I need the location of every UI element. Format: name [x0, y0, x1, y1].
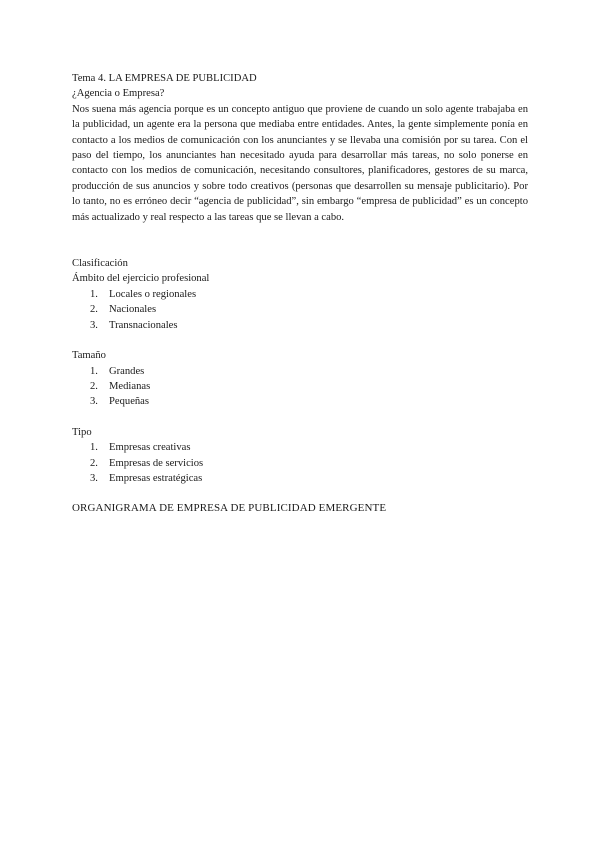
list-number: 1. — [90, 442, 98, 454]
list-number: 2. — [90, 457, 98, 469]
list-text: Empresas creativas — [109, 442, 191, 454]
list-number: 1. — [90, 365, 98, 377]
list-item — [72, 287, 528, 302]
list-text: Transnacionales — [109, 319, 178, 331]
list-item — [72, 318, 528, 333]
list-text: Empresas estratégicas — [109, 472, 203, 484]
ambito-list — [72, 287, 528, 333]
list-text: Grandes — [109, 365, 145, 377]
list-number: 2. — [90, 380, 98, 392]
list-number: 3. — [90, 319, 98, 331]
intro-paragraph: Nos suena más agencia porque es un concepto antiguo que proviene de cuando un solo agente trabajaba en la publicidad, un agente era la persona que mediaba entre entidades. Antes, la gente simplemente ponía en contacto a los medios de comunicación con los anunciantes y se llevaba una comisión por su tarea. Con el paso del tiempo, los anunciantes han necesitado ayuda para desarrollar más tareas, no solo ponerse en contacto con los medios de comunicación, necesitando consultores, planificadores, gestores de su marca, producción de sus anuncios y sobre todo creativos (personas que desarrollen su mensaje publicitario). Por lo tanto, no es erróneo decir “agencia de publicidad”, sin embargo “empresa de publicidad” es un concepto más actualizado y real respecto a las tareas que se llevan a cabo. — [72, 103, 528, 223]
list-item — [72, 471, 528, 486]
list-item — [72, 456, 528, 471]
document-subtitle: ¿Agencia o Empresa? — [72, 88, 165, 100]
list-item — [72, 364, 528, 379]
section-heading-tipo: Tipo — [72, 426, 92, 438]
list-text: Nacionales — [109, 304, 157, 316]
list-number: 3. — [90, 472, 98, 484]
spacer — [72, 486, 528, 501]
organigram-heading: ORGANIGRAMA DE EMPRESA DE PUBLICIDAD EMERGENTE — [72, 502, 387, 515]
list-item — [72, 394, 528, 409]
list-item — [72, 379, 528, 394]
list-number: 2. — [90, 304, 98, 316]
document-title: Tema 4. LA EMPRESA DE PUBLICIDAD — [72, 73, 257, 84]
document-page — [72, 71, 528, 517]
list-text: Medianas — [109, 380, 151, 392]
list-item — [72, 302, 528, 317]
list-text: Locales o regionales — [109, 288, 197, 300]
spacer — [72, 225, 528, 256]
list-item — [72, 440, 528, 455]
list-number: 3. — [90, 396, 98, 408]
section-heading-tamano: Tamaño — [72, 350, 106, 362]
tipo-list — [72, 440, 528, 486]
list-number: 1. — [90, 288, 98, 300]
classification-label: Clasificación — [72, 258, 128, 270]
tamano-list — [72, 364, 528, 410]
list-text: Pequeñas — [109, 396, 150, 408]
section-heading-ambito: Ámbito del ejercicio profesional — [72, 273, 210, 285]
list-text: Empresas de servicios — [109, 457, 204, 469]
spacer — [72, 410, 528, 425]
spacer — [72, 333, 528, 348]
